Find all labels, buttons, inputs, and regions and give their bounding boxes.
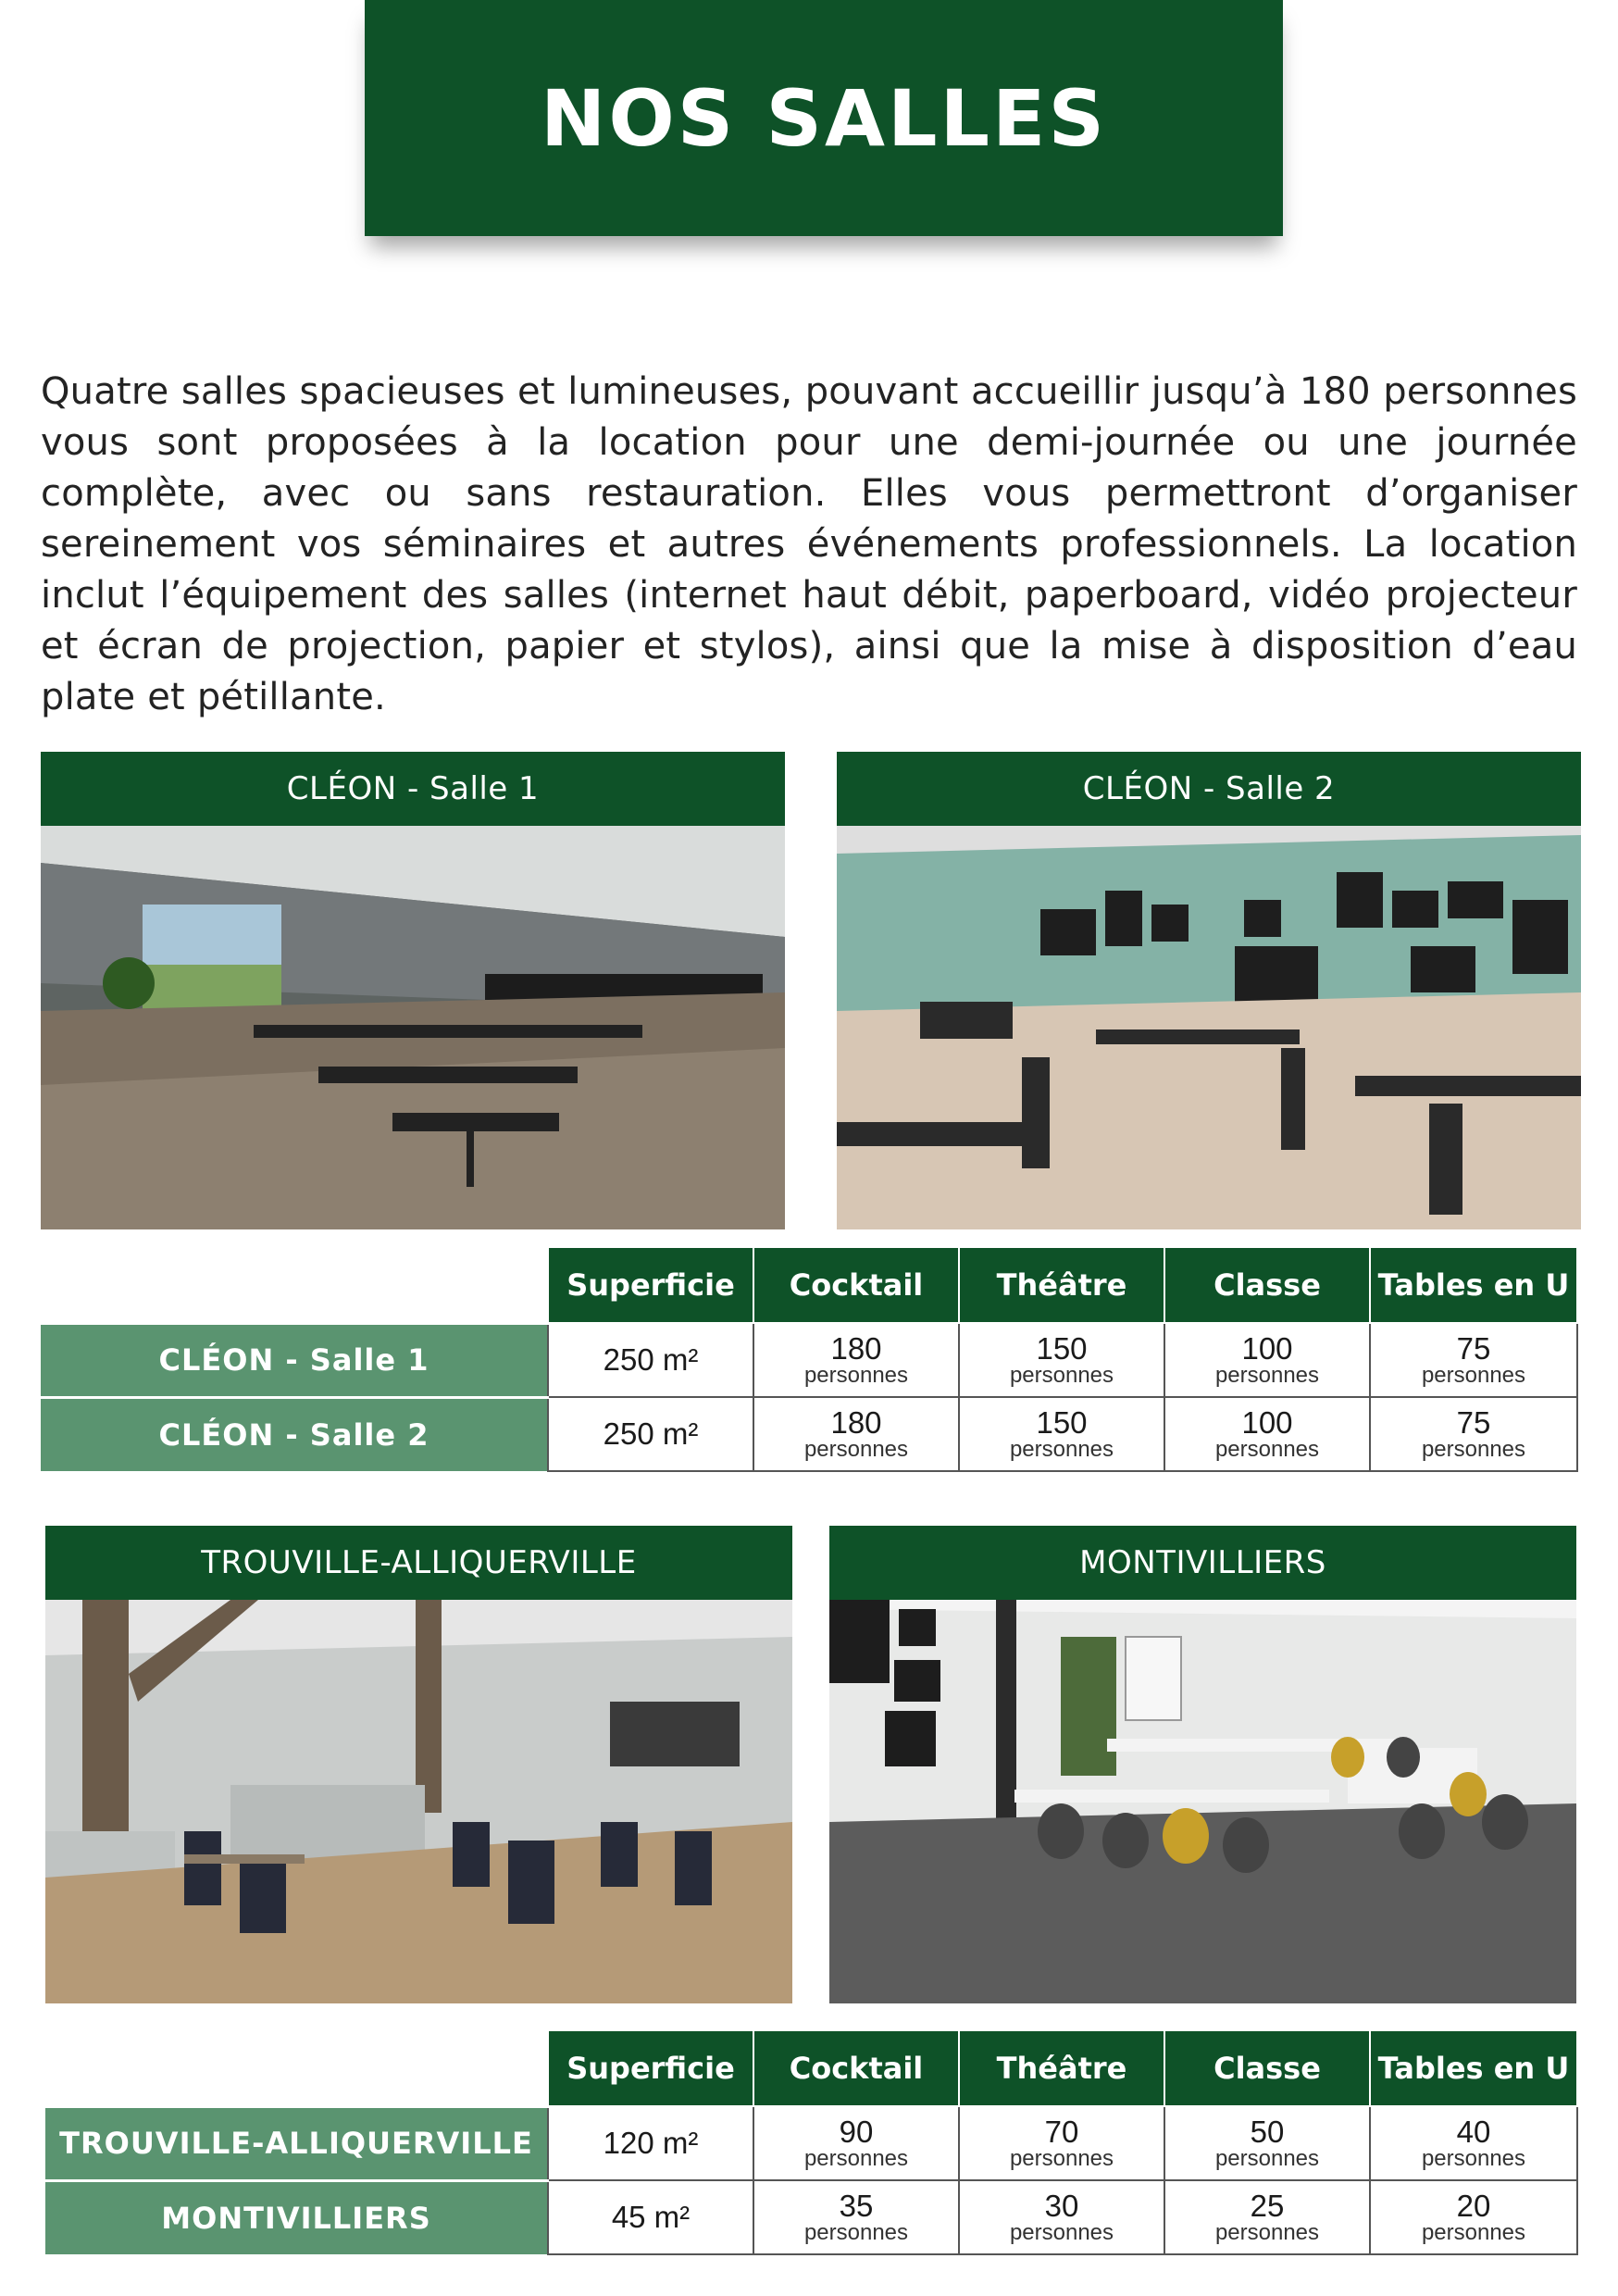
table-row xyxy=(41,1323,1577,1397)
intro-paragraph: Quatre salles spacieuses et lumineuses, pouvant accueillir jusqu’à 180 personnes vous sont proposées à la location pour une demi-journée ou une journée complète, avec ou sans restauration. Elles vous permettront d’organiser sereinement vos séminaires et autres événements professionnels. La location inclut l’équipement des salles (internet haut débit, paperboard, vidéo projecteur et écran de projection, papier et stylos), ainsi que la mise à disposition d’eau plate et pétillante. xyxy=(41,370,1577,718)
event-hall-photo xyxy=(41,826,785,1229)
unit-label: personnes xyxy=(1421,2220,1526,2245)
table-row xyxy=(45,2180,1577,2254)
capacity-table-2 xyxy=(45,2029,1578,2255)
table-row xyxy=(41,1397,1577,1471)
cocktail-value: 90 xyxy=(839,2115,874,2149)
tables-u-value: 75 xyxy=(1456,1405,1491,1440)
row-name: MONTIVILLIERS xyxy=(45,2180,548,2254)
cocktail-value: 180 xyxy=(830,1331,882,1366)
header-cocktail: Cocktail xyxy=(753,2030,959,2106)
unit-label: personnes xyxy=(1009,2220,1114,2245)
unit-label: personnes xyxy=(803,1437,909,1462)
table-row xyxy=(45,2106,1577,2180)
meeting-room-photo xyxy=(829,1600,1576,2003)
classe-value: 50 xyxy=(1250,2115,1285,2149)
header-superficie: Superficie xyxy=(548,2030,753,2106)
row-name: CLÉON - Salle 2 xyxy=(41,1397,548,1471)
theatre-value: 70 xyxy=(1044,2115,1079,2149)
unit-label: personnes xyxy=(1214,2146,1320,2171)
table-corner xyxy=(41,1247,548,1323)
area-value: 250 m² xyxy=(603,1416,699,1451)
unit-label: personnes xyxy=(1214,1363,1320,1388)
unit-label: personnes xyxy=(1421,1363,1526,1388)
unit-label: personnes xyxy=(1421,2146,1526,2171)
unit-label: personnes xyxy=(803,1363,909,1388)
cocktail-value: 180 xyxy=(830,1405,882,1440)
header-tables-en-u: Tables en U xyxy=(1370,2030,1577,2106)
area-value: 250 m² xyxy=(603,1342,699,1377)
header-tables-en-u: Tables en U xyxy=(1370,1247,1577,1323)
header-classe: Classe xyxy=(1164,2030,1370,2106)
tables-u-value: 40 xyxy=(1456,2115,1491,2149)
theatre-value: 150 xyxy=(1036,1331,1088,1366)
header-classe: Classe xyxy=(1164,1247,1370,1323)
unit-label: personnes xyxy=(1009,1363,1114,1388)
unit-label: personnes xyxy=(1421,1437,1526,1462)
unit-label: personnes xyxy=(1214,2220,1320,2245)
classe-value: 25 xyxy=(1250,2189,1285,2223)
unit-label: personnes xyxy=(803,2146,909,2171)
classe-value: 100 xyxy=(1241,1405,1293,1440)
tables-u-value: 20 xyxy=(1456,2189,1491,2223)
area-value: 120 m² xyxy=(603,2126,699,2160)
page-title: NOS SALLES xyxy=(541,72,1107,164)
unit-label: personnes xyxy=(803,2220,909,2245)
header-theatre: Théâtre xyxy=(959,2030,1164,2106)
lounge-room-photo xyxy=(837,826,1581,1229)
cocktail-value: 35 xyxy=(839,2189,874,2223)
theatre-value: 30 xyxy=(1044,2189,1079,2223)
row-name: CLÉON - Salle 1 xyxy=(41,1323,548,1397)
area-value: 45 m² xyxy=(611,2200,691,2234)
header-superficie: Superficie xyxy=(548,1247,753,1323)
theatre-value: 150 xyxy=(1036,1405,1088,1440)
restaurant-room-photo xyxy=(45,1600,792,2003)
room-header-trouville: TROUVILLE-ALLIQUERVILLE xyxy=(45,1526,792,1600)
unit-label: personnes xyxy=(1009,2146,1114,2171)
room-header-montivilliers: MONTIVILLIERS xyxy=(829,1526,1576,1600)
table-corner xyxy=(45,2030,548,2106)
unit-label: personnes xyxy=(1214,1437,1320,1462)
row-name: TROUVILLE-ALLIQUERVILLE xyxy=(45,2106,548,2180)
tables-u-value: 75 xyxy=(1456,1331,1491,1366)
room-header-cleon-1: CLÉON - Salle 1 xyxy=(41,752,785,826)
header-cocktail: Cocktail xyxy=(753,1247,959,1323)
title-banner xyxy=(365,0,1283,236)
header-theatre: Théâtre xyxy=(959,1247,1164,1323)
classe-value: 100 xyxy=(1241,1331,1293,1366)
capacity-table-1 xyxy=(41,1246,1578,1472)
room-header-cleon-2: CLÉON - Salle 2 xyxy=(837,752,1581,826)
unit-label: personnes xyxy=(1009,1437,1114,1462)
